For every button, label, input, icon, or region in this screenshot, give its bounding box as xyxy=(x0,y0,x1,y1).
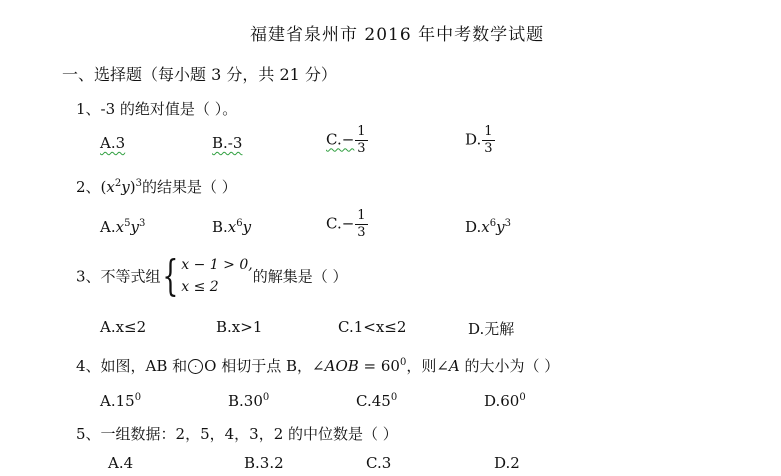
q4-b-degree: 0 xyxy=(262,392,270,403)
q2-c-fraction xyxy=(355,208,367,241)
q2-var-y: y xyxy=(121,178,130,196)
q4-option-c xyxy=(356,392,397,410)
q2-var-x: x xyxy=(106,178,115,196)
q3-option-d: D.无解 xyxy=(468,320,515,338)
q2-number: 2、 xyxy=(76,178,101,196)
q4-angle-aob: AOB xyxy=(324,357,359,375)
q4-part-4: ，则∠ xyxy=(406,357,449,375)
q2-d-xe: 6 xyxy=(489,218,497,229)
q1-d-denominator: 3 xyxy=(484,141,493,156)
q4-a-degree: 0 xyxy=(134,392,142,403)
q1-option-d xyxy=(465,124,495,157)
q3-line-1: x − 1 > 0, xyxy=(181,257,253,273)
q2-option-b xyxy=(212,218,251,236)
q4-option-a xyxy=(100,392,141,410)
q2-c-prefix: C.− xyxy=(326,214,355,233)
q5-option-a: A.4 xyxy=(108,454,134,472)
q1-option-d-prefix: D. xyxy=(465,130,482,149)
q5-option-d: D.2 xyxy=(494,454,520,472)
q4-part-1: 4、如图，AB 和 xyxy=(76,357,188,375)
q5-option-c: C.3 xyxy=(366,454,392,472)
q4-d-label: D.60 xyxy=(484,392,520,410)
q4-a-label: A.15 xyxy=(100,392,135,410)
q1-option-b-label: B.-3 xyxy=(212,134,243,152)
question-4-stem xyxy=(76,355,559,376)
q2-a-y: y xyxy=(130,218,139,236)
q4-d-degree: 0 xyxy=(519,392,526,403)
q2-c-numerator: 1 xyxy=(357,208,366,223)
q3-suffix: 的解集是（ ） xyxy=(252,267,348,286)
q1-option-a xyxy=(100,134,125,152)
q1-option-c-prefix: C.− xyxy=(326,130,355,149)
q3-option-a: A.x≤2 xyxy=(100,318,147,336)
q1-c-denominator: 3 xyxy=(357,141,366,156)
q1-option-c-fraction xyxy=(355,124,367,157)
q1-option-d-fraction xyxy=(482,124,494,157)
q5-option-b: B.3.2 xyxy=(244,454,284,472)
q4-b-label: B.30 xyxy=(228,392,263,410)
question-3-stem xyxy=(76,251,348,300)
q2-a-xe: 5 xyxy=(124,218,131,229)
q2-outer-exp: 3 xyxy=(135,178,142,189)
q1-option-b xyxy=(212,134,242,152)
q1-d-numerator: 1 xyxy=(484,124,493,139)
q3-option-b: B.x>1 xyxy=(216,318,263,336)
q2-d-label: D. xyxy=(465,218,482,236)
q1-option-a-label: A.3 xyxy=(100,134,126,152)
left-brace-icon: { xyxy=(161,251,178,300)
q4-angle-a: A xyxy=(448,357,460,375)
q4-c-label: C.45 xyxy=(356,392,391,410)
q2-exp-x: 2 xyxy=(114,178,122,189)
q4-part-3: = 60 xyxy=(358,357,400,375)
q2-b-label: B. xyxy=(212,218,228,236)
q4-part-2: O 相切于点 B，∠ xyxy=(204,357,325,375)
circle-dot-icon: · xyxy=(188,359,203,374)
question-2-stem xyxy=(76,176,237,197)
q4-option-d xyxy=(484,392,526,410)
question-5-stem: 5、一组数据：2，5，4，3，2 的中位数是（ ） xyxy=(76,425,398,443)
q2-option-a xyxy=(100,218,145,236)
section-heading: 一、选择题（每小题 3 分，共 21 分） xyxy=(62,65,337,84)
q2-d-y: y xyxy=(496,218,505,236)
q2-a-label: A. xyxy=(100,218,116,236)
q1-c-numerator: 1 xyxy=(357,124,366,139)
q2-a-ye: 3 xyxy=(138,218,146,229)
q2-d-ye: 3 xyxy=(504,218,511,229)
exam-title: 福建省泉州市 2016 年中考数学试题 xyxy=(250,25,545,45)
q2-suffix: 的结果是（ ） xyxy=(141,178,237,196)
q2-b-xe: 6 xyxy=(236,218,243,229)
q3-option-c: C.1<x≤2 xyxy=(338,318,407,336)
q4-part-5: 的大小为（ ） xyxy=(459,357,560,375)
q3-inequality-system xyxy=(161,251,253,300)
q2-option-c xyxy=(326,208,368,241)
q4-degree: 0 xyxy=(399,357,407,368)
q4-c-degree: 0 xyxy=(390,392,398,403)
q3-prefix: 3、不等式组 xyxy=(76,267,161,286)
q2-c-denominator: 3 xyxy=(357,225,366,240)
q3-line-2: x ≤ 2 xyxy=(181,279,219,295)
q2-paren-close: ) xyxy=(129,178,136,196)
q2-a-x: x xyxy=(115,218,125,236)
question-1-stem: 1、-3 的绝对值是（ ）。 xyxy=(76,100,238,118)
q2-d-x: x xyxy=(481,218,490,236)
q2-b-x: x xyxy=(227,218,237,236)
q1-option-c xyxy=(326,124,368,157)
q2-paren-open: ( xyxy=(100,178,107,196)
q4-option-b xyxy=(228,392,269,410)
q2-b-y: y xyxy=(242,218,252,236)
q2-option-d xyxy=(465,218,511,236)
